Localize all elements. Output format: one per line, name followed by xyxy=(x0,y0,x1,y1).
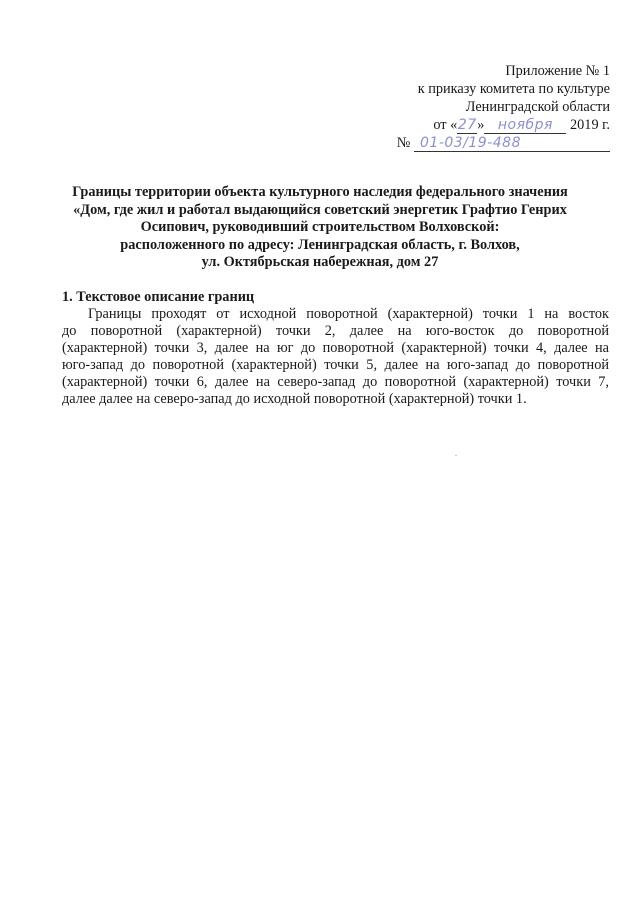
section-heading: 1. Текстовое описание границ xyxy=(62,289,255,305)
appendix-region: Ленинградской области xyxy=(465,99,610,115)
handwritten-number: 01-03/19-488 xyxy=(414,136,610,152)
title-line-2: «Дом, где жил и работал выдающийся советский энергетик Графтио Генрих xyxy=(73,201,567,218)
appendix-number xyxy=(380,134,610,152)
paragraph-line: (характерной) точки 6, далее на северо-запад до поворотной (характерной) точки 7, xyxy=(62,374,609,391)
title-line-3: Осипович, руководивший строительством Волховской: xyxy=(140,219,500,235)
paragraph-line: далее далее на северо-запад до исходной поворотной (характерной) точки 1. xyxy=(62,391,527,408)
date-prefix: от « xyxy=(433,117,458,133)
boundary-description xyxy=(62,306,609,409)
number-prefix: № xyxy=(396,135,411,151)
paragraph-line: до поворотной (характерной) точки 2, далее на юго-восток до поворотной xyxy=(62,323,609,340)
handwritten-month: ноября xyxy=(484,118,566,134)
appendix-date xyxy=(380,116,610,134)
date-year: 2019 г. xyxy=(570,117,610,133)
paragraph-line: (характерной) точки 3, далее на юг до поворотной (характерной) точки 4, далее на xyxy=(62,340,609,357)
title-line-1: Границы территории объекта культурного наследия федерального значения xyxy=(72,184,568,200)
document-title xyxy=(40,184,600,272)
handwritten-day: 27 xyxy=(457,117,477,133)
title-line-5: ул. Октябрьская набережная, дом 27 xyxy=(201,254,439,270)
date-mid: » xyxy=(477,117,485,133)
paragraph-line: Границы проходят от исходной поворотной (характерной) точки 1 на восток xyxy=(88,306,609,322)
title-line-4: расположенного по адресу: Ленинградская область, г. Волхов, xyxy=(120,236,520,253)
appendix-block xyxy=(380,62,610,152)
scan-speck xyxy=(455,455,457,456)
appendix-title: Приложение № 1 xyxy=(505,63,610,79)
paragraph-line: юго-запад до поворотной (характерной) точки 5, далее на юго-запад до поворотной xyxy=(62,357,609,374)
appendix-order-ref: к приказу комитета по культуре xyxy=(417,81,610,97)
